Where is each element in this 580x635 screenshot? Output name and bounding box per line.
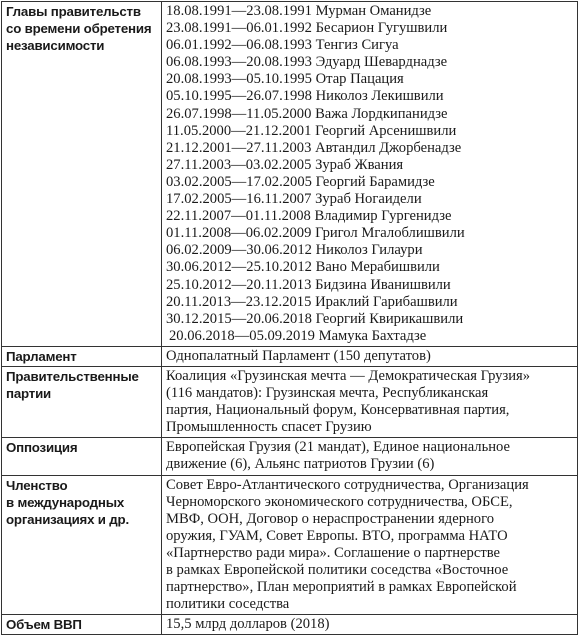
government-head-period: 21.12.2001—27.11.2003 — [166, 139, 312, 156]
government-head-entry — [166, 54, 574, 71]
government-head-entry — [166, 191, 574, 208]
government-head-entry — [166, 3, 574, 20]
government-head-period: 26.07.1998—11.05.2000 — [166, 105, 312, 122]
government-head-period: 20.08.1993—05.10.1995 — [166, 71, 312, 88]
government-head-entry — [166, 174, 574, 191]
label-line: Правительственные — [6, 368, 139, 384]
government-head-period: 27.11.2003—03.02.2005 — [166, 156, 312, 173]
government-head-period: 17.02.2005—16.11.2007 — [166, 191, 312, 208]
government-head-period: 25.10.2012—20.11.2013 — [166, 276, 312, 293]
label-membership — [2, 475, 162, 615]
government-head-period: 30.06.2012—25.10.2012 — [166, 259, 312, 276]
government-head-period: 22.11.2007—01.11.2008 — [166, 208, 311, 225]
government-head-name: Отар Пацация — [315, 71, 404, 88]
label-government-heads — [2, 2, 162, 347]
row-gdp — [2, 615, 578, 635]
value-line: Промышленность спасет Грузию — [166, 419, 372, 436]
government-head-name: Бидзина Иванишвили — [315, 276, 451, 293]
government-head-entry — [166, 106, 574, 123]
government-head-entry — [166, 259, 574, 276]
government-head-name: Эдуард Шеварднадзе — [315, 54, 448, 71]
government-head-entry — [166, 20, 574, 37]
government-head-name: Владимир Гургенидзе — [314, 208, 452, 225]
row-government-heads — [2, 2, 578, 347]
value-membership — [162, 475, 578, 615]
label-gdp — [2, 615, 162, 635]
government-head-entry — [166, 225, 574, 242]
government-head-entry — [166, 328, 574, 345]
label-line: Оппозиция — [6, 440, 78, 456]
value-line: (116 мандатов): Грузинская мечта, Республиканская — [166, 385, 489, 402]
government-head-period: 30.12.2015—20.06.2018 — [166, 310, 312, 327]
government-head-entry — [166, 208, 574, 225]
government-head-period: 06.08.1993—20.08.1993 — [166, 54, 312, 71]
value-line: Однопалатный Парламент (150 депутатов) — [166, 347, 431, 364]
government-head-name: Георгий Барамидзе — [315, 173, 435, 190]
label-line: организациях и др. — [6, 511, 129, 527]
value-line: оружия, ГУАМ, Совет Европы. ВТО, программа НАТО — [166, 527, 508, 544]
government-head-period: 05.10.1995—26.07.1998 — [166, 88, 312, 105]
government-head-entry — [166, 242, 574, 259]
government-head-name: Бесарион Гугушвили — [315, 20, 448, 37]
value-line: «Партнерство ради мира». Соглашение о партнерстве — [166, 544, 500, 561]
government-head-name: Важа Лордкипанидзе — [315, 105, 448, 122]
label-line: Объем ВВП — [6, 617, 82, 633]
government-head-entry — [166, 37, 574, 54]
row-parliament — [2, 346, 578, 366]
government-head-name: Зураб Жвания — [315, 156, 404, 173]
government-head-name: Николоз Лекишвили — [315, 88, 444, 105]
government-head-period: 18.08.1991—23.08.1991 — [166, 3, 312, 19]
value-line: Совет Евро-Атлантического сотрудничества, Организация — [166, 476, 529, 493]
government-head-period: 23.08.1991—06.01.1992 — [166, 20, 312, 37]
value-government-parties — [162, 366, 578, 437]
label-line: партии — [6, 386, 52, 402]
government-head-entry — [166, 277, 574, 294]
info-table — [1, 1, 578, 635]
value-line: МВФ, ООН, Договор о нераспространении ядерного — [166, 510, 495, 527]
value-line: Коалиция «Грузинская мечта — Демократическая Грузия» — [166, 367, 531, 384]
label-line: Главы правительств — [6, 4, 141, 19]
value-line: партия, Национальный форум, Консервативная партия, — [166, 402, 510, 419]
government-head-name: Николоз Гилаури — [315, 242, 423, 259]
value-line: в рамках Европейской политики соседства «Восточное — [166, 562, 509, 578]
government-head-name: Автандил Джорбенадзе — [315, 139, 462, 156]
value-line: политики соседства — [166, 596, 290, 613]
value-government-heads — [162, 2, 578, 347]
value-parliament — [162, 346, 578, 366]
government-head-name: Вано Мерабишвили — [315, 259, 440, 276]
government-head-name: Мурман Оманидзе — [315, 3, 432, 19]
value-line: движение (6), Альянс патриотов Грузии (6) — [166, 456, 435, 473]
government-head-name: Зураб Ногаидели — [315, 191, 422, 208]
government-head-entry — [166, 88, 574, 105]
label-opposition — [2, 438, 162, 475]
row-membership — [2, 475, 578, 615]
government-head-entry — [166, 157, 574, 174]
government-head-entry — [166, 294, 574, 311]
label-line: Членство — [6, 477, 68, 493]
government-head-entry — [166, 311, 574, 328]
government-head-period: 11.05.2000—21.12.2001 — [166, 122, 312, 139]
government-head-entry — [166, 140, 574, 157]
label-parliament — [2, 346, 162, 366]
label-line: со времени обретения — [6, 21, 152, 37]
government-head-period: 06.02.2009—30.06.2012 — [166, 242, 312, 259]
row-government-parties — [2, 366, 578, 437]
label-line: Парламент — [6, 348, 77, 364]
value-line: Черноморского экономического сотрудничества, ОБСЕ, — [166, 493, 513, 510]
government-head-period: 20.06.2018—05.09.2019 — [169, 327, 315, 344]
government-head-name: Георгий Квирикашвили — [315, 310, 464, 327]
value-line: Европейская Грузия (21 мандат), Единое национальное — [166, 439, 511, 456]
label-line: в международных — [6, 494, 125, 510]
government-head-period: 01.11.2008—06.02.2009 — [166, 225, 312, 242]
value-gdp — [162, 615, 578, 635]
label-line: независимости — [6, 38, 105, 54]
government-head-name: Григол Мгалоблишвили — [315, 225, 465, 242]
government-head-name: Георгий Арсенишвили — [315, 122, 457, 139]
government-head-entry — [166, 71, 574, 88]
label-government-parties — [2, 366, 162, 437]
value-opposition — [162, 438, 578, 475]
row-opposition — [2, 438, 578, 475]
government-head-entry — [166, 123, 574, 140]
value-line: 15,5 млрд долларов (2018) — [166, 616, 330, 633]
government-head-name: Тенгиз Сигуа — [315, 37, 399, 54]
value-line: партнерство», План мероприятий в рамках Европейской — [166, 579, 517, 596]
government-head-name: Мамука Бахтадзе — [318, 327, 427, 344]
government-head-period: 06.01.1992—06.08.1993 — [166, 37, 312, 54]
government-head-period: 03.02.2005—17.02.2005 — [166, 173, 312, 190]
government-head-name: Ираклий Гарибашвили — [315, 293, 458, 310]
government-head-period: 20.11.2013—23.12.2015 — [166, 293, 312, 310]
